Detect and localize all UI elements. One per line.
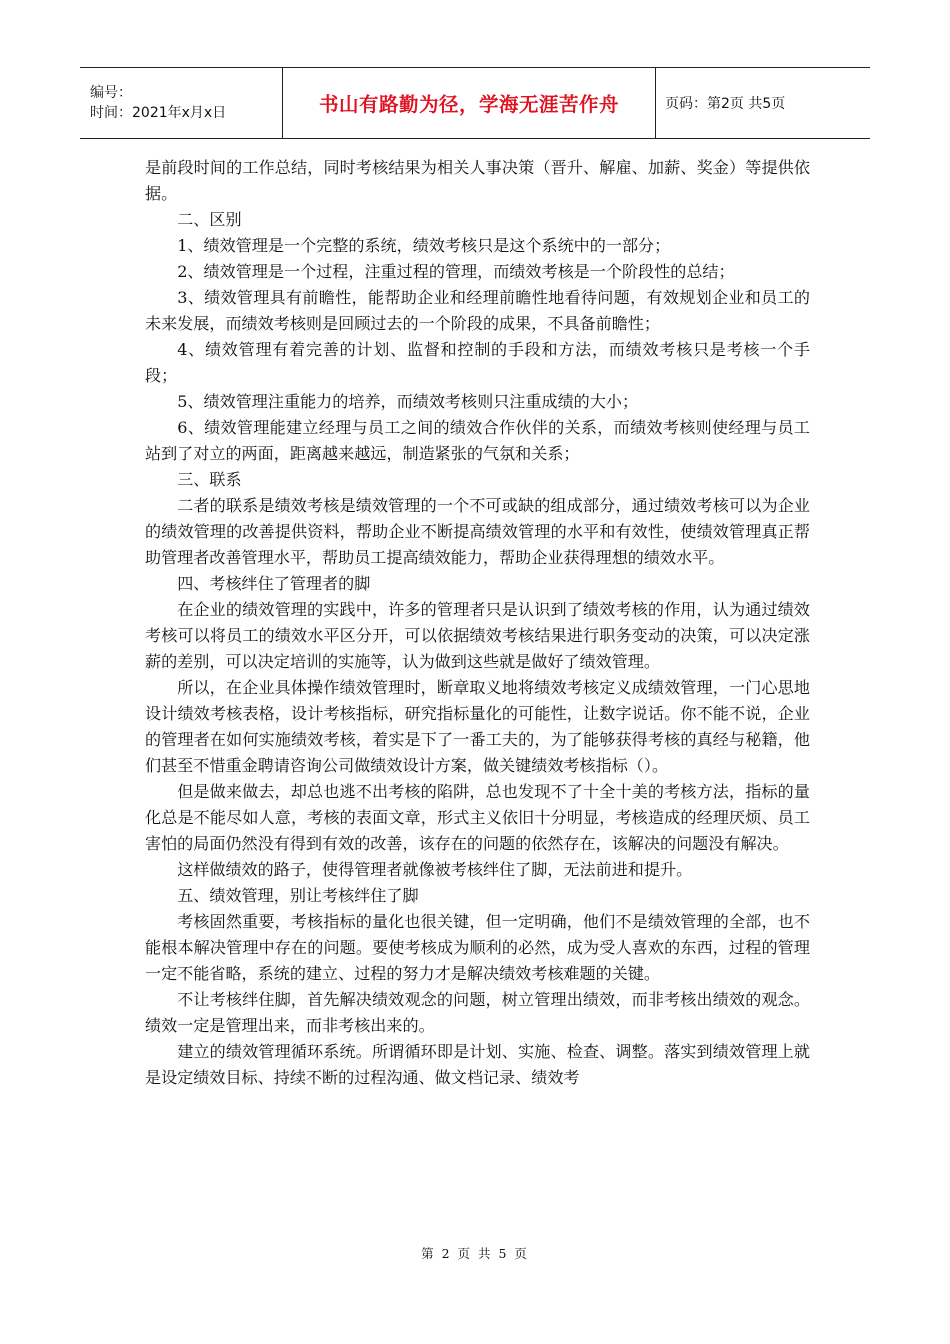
page-info-text: 页码：第2页 共5页: [665, 96, 786, 112]
page-header: [80, 67, 870, 139]
section-heading: 四、考核绊住了管理者的脚: [177, 574, 371, 593]
header-meta: [80, 68, 283, 138]
paragraph: 不让考核绊住脚，首先解决绩效观念的问题，树立管理出绩效，而非考核出绩效的观念。绩效一定是管理出来，而非考核出来的。: [145, 990, 810, 1035]
section-heading: 五、绩效管理，别让考核绊住了脚: [177, 886, 419, 905]
paragraph: 但是做来做去，却总也逃不出考核的陷阱，总也发现不了十全十美的考核方法，指标的量化总是不能尽如人意，考核的表面文章，形式主义依旧十分明显，考核造成的经理厌烦、员工害怕的局面仍然没有得到有效的改善，该存在的问题的依然存在，该解决的问题没有解决。: [145, 782, 810, 853]
paragraph: 二者的联系是绩效考核是绩效管理的一个不可或缺的组成部分，通过绩效考核可以为企业的绩效管理的改善提供资料，帮助企业不断提高绩效管理的水平和有效性，使绩效管理真正帮助管理者改善管理水平，帮助员工提高绩效能力，帮助企业获得理想的绩效水平。: [145, 496, 810, 567]
paragraph: 5、绩效管理注重能力的培养，而绩效考核则只注重成绩的大小；: [177, 392, 639, 411]
document-number-label: 编号：: [90, 85, 132, 101]
header-page-info: [656, 68, 870, 138]
header-motto: [283, 68, 656, 138]
paragraph: 在企业的绩效管理的实践中，许多的管理者只是认识到了绩效考核的作用，认为通过绩效考核可以将员工的绩效水平区分开，可以依据绩效考核结果进行职务变动的决策，可以决定涨薪的差别，可以决定培训的实施等，认为做到这些就是做好了绩效管理。: [145, 600, 810, 671]
paragraph: 是前段时间的工作总结，同时考核结果为相关人事决策（晋升、解雇、加薪、奖金）等提供依据。: [145, 158, 810, 203]
paragraph: 这样做绩效的路子，使得管理者就像被考核绊住了脚，无法前进和提升。: [177, 860, 693, 879]
paragraph: 考核固然重要，考核指标的量化也很关键，但一定明确，他们不是绩效管理的全部，也不能根本解决管理中存在的问题。要使考核成为顺利的必然，成为受人喜欢的东西，过程的管理一定不能省略，系统的建立、过程的努力才是解决绩效考核难题的关键。: [145, 912, 810, 983]
paragraph: 4、绩效管理有着完善的计划、监督和控制的手段和方法，而绩效考核只是考核一个手段；: [145, 340, 810, 385]
document-time: 时间：2021年x月x日: [90, 105, 227, 121]
paragraph: 所以，在企业具体操作绩效管理时，断章取义地将绩效考核定义成绩效管理，一门心思地设计绩效考核表格，设计考核指标，研究指标量化的可能性，让数字说话。你不能不说，企业的管理者在如何实施绩效考核，着实是下了一番工夫的，为了能够获得考核的真经与秘籍，他们甚至不惜重金聘请咨询公司做绩效设计方案，做关键绩效考核指标（）。: [145, 678, 810, 775]
paragraph: 2、绩效管理是一个过程，注重过程的管理，而绩效考核是一个阶段性的总结；: [177, 262, 735, 281]
motto-text: 书山有路勤为径，学海无涯苦作舟: [318, 93, 619, 116]
paragraph: 6、绩效管理能建立经理与员工之间的绩效合作伙伴的关系，而绩效考核则使经理与员工站到了对立的两面，距离越来越远，制造紧张的气氛和关系；: [145, 418, 810, 463]
section-heading: 三、联系: [177, 470, 242, 489]
document-body: [145, 155, 810, 1091]
paragraph: 3、绩效管理具有前瞻性，能帮助企业和经理前瞻性地看待问题，有效规划企业和员工的未来发展，而绩效考核则是回顾过去的一个阶段的成果，不具备前瞻性；: [145, 288, 810, 333]
page-footer: 第 2 页 共 5 页: [421, 1246, 529, 1261]
section-heading: 二、区别: [177, 210, 242, 229]
paragraph: 建立的绩效管理循环系统。所谓循环即是计划、实施、检查、调整。落实到绩效管理上就是设定绩效目标、持续不断的过程沟通、做文档记录、绩效考: [145, 1042, 810, 1087]
paragraph: 1、绩效管理是一个完整的系统，绩效考核只是这个系统中的一部分；: [177, 236, 671, 255]
